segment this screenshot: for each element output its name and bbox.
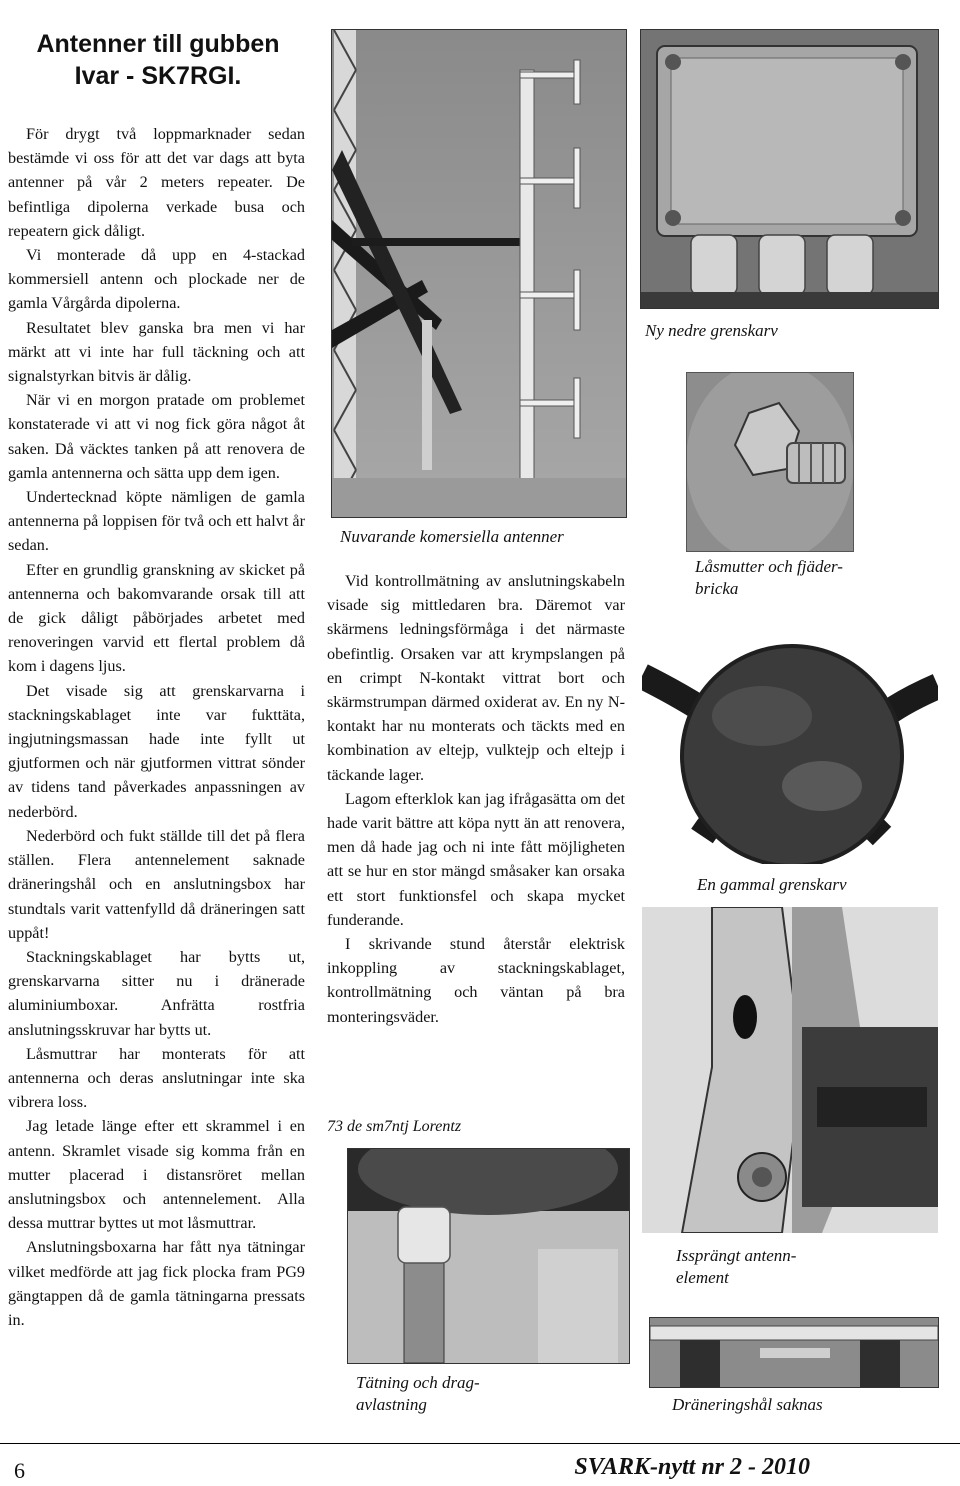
paragraph: Vid kontrollmätning av anslutningskabeln visade sig mittledaren bra. Däremot var skärmens ledningsförmåga i det närmaste obefintlig. Orsaken var att krympslangen på en crimpt N-kontakt vittrat bort och skärmstrumpan därmed oxiderat av. En ny N-kontakt har nu monterats och täckts med en kombination av eltejp, vulktejp och eltejp i täckande lager. — [327, 572, 625, 784]
drain-photo — [649, 1317, 939, 1388]
paragraph: I skrivande stund återstår elektrisk inkoppling av stackningskablaget, kontrollmätning och väntan på bra monteringsväder. — [327, 935, 625, 1026]
caption-box: Ny nedre grenskarv — [645, 321, 778, 340]
paragraph: Resultatet blev ganska bra men vi har märkt att vi inte har full täckning och att signalstyrkan bitvis är dålig. — [8, 318, 305, 386]
signature: 73 de sm7ntj Lorentz — [327, 1118, 462, 1135]
paragraph: Stackningskablaget har bytts ut, grenskarvarna sitter nu i dränerade aluminiumboxar. Anfrätta rostfria anslutningsskruvar har bytts ut. — [8, 947, 305, 1039]
title-line-1: Antenner till gubben — [36, 30, 280, 58]
junction-box-photo — [640, 29, 939, 309]
paragraph: När vi en morgon pratade om problemet konstaterade vi att vi nog fick göra något åt saken. Då väcktes tanken på att renovera de gamla antennerna och sätta upp dem igen. — [8, 391, 305, 482]
burst-element-photo — [642, 907, 938, 1233]
caption-antenna: Nuvarande komersiella antenner — [340, 527, 564, 546]
text-column-2 — [327, 569, 625, 1029]
paragraph: Nederbörd och fukt ställde till det på flera ställen. Flera antennelement saknade dräneringshål och en anslutningsbox har stundtals varit vattenfylld då dräneringen satt uppåt! — [8, 826, 305, 942]
antenna-photo — [331, 29, 627, 518]
paragraph: Vi monterade då upp en 4-stackad kommersiell antenn och plockade ner de gamla Vårgårda dipolerna. — [8, 246, 305, 313]
paragraph: Undertecknad köpte nämligen de gamla antennerna på loppisen för två och ett halvt år sedan. — [8, 488, 305, 555]
title-line-2: Ivar - SK7RGI. — [74, 62, 242, 90]
paragraph: Det visade sig att grenskarvarna i stackningskablaget inte var fukttäta, ingjutningsmassan hade inte fyllt ut gjutformen och när gjutformen vittrat sönder av tidens tand påverkades anpassningen av nederbörd. — [8, 681, 305, 821]
caption-seal: Tätning och drag-avlastning — [356, 1373, 480, 1414]
paragraph: Jag letade länge efter ett skrammel i en antenn. Skramlet visade sig komma från en mutter placerad i distansröret mellan anslutningsbox och antennelement. Alla dessa muttrar byttes ut mot låsmuttrar. — [8, 1117, 305, 1233]
paragraph: Låsmuttrar har monterats för att antennerna och deras anslutningar inte ska vibrera loss. — [8, 1044, 305, 1112]
lock-nut-photo — [686, 372, 854, 552]
paragraph: För drygt två loppmarknader sedan bestämde vi oss för att det var dags att byta antenner på vår 2 meters repeater. De befintliga dipolerna verkade busa och repeatern gick dåligt. — [8, 125, 305, 240]
paragraph: Anslutningsboxarna har fått nya tätningar vilket medförde att jag fick plocka fram PG9 gängtappen då de gamla tätningarna pressats in. — [8, 1238, 305, 1329]
page-number: 6 — [14, 1458, 25, 1483]
caption-drain: Dräneringshål saknas — [672, 1395, 823, 1414]
paragraph: Lagom efterklok kan jag ifrågasätta om det hade varit bättre att köpa nytt än att renovera, men då hade jag och ni inte fått möjligheten att se hur en stor mängd småsaker kan orsaka ett stort funktionsfel och skapa mycket funderande. — [327, 789, 625, 929]
seal-photo — [347, 1148, 630, 1364]
paragraph: Efter en grundlig granskning av skicket på antennerna och bakomvarande orsak till att de gick dåligt påbörjades arbetet med renoveringen varvid ett flertal problem då kom i dagens ljus. — [8, 560, 305, 676]
caption-burst: Issprängt antenn-element — [676, 1246, 797, 1287]
caption-nut: Låsmutter och fjäder-bricka — [695, 557, 843, 598]
text-column-1 — [8, 122, 305, 1332]
old-splice-photo — [642, 606, 938, 864]
footer-divider — [0, 1443, 960, 1444]
caption-old-splice: En gammal grenskarv — [697, 875, 847, 894]
article-title — [8, 28, 308, 92]
issue-label: SVARK-nytt nr 2 - 2010 — [574, 1454, 810, 1480]
